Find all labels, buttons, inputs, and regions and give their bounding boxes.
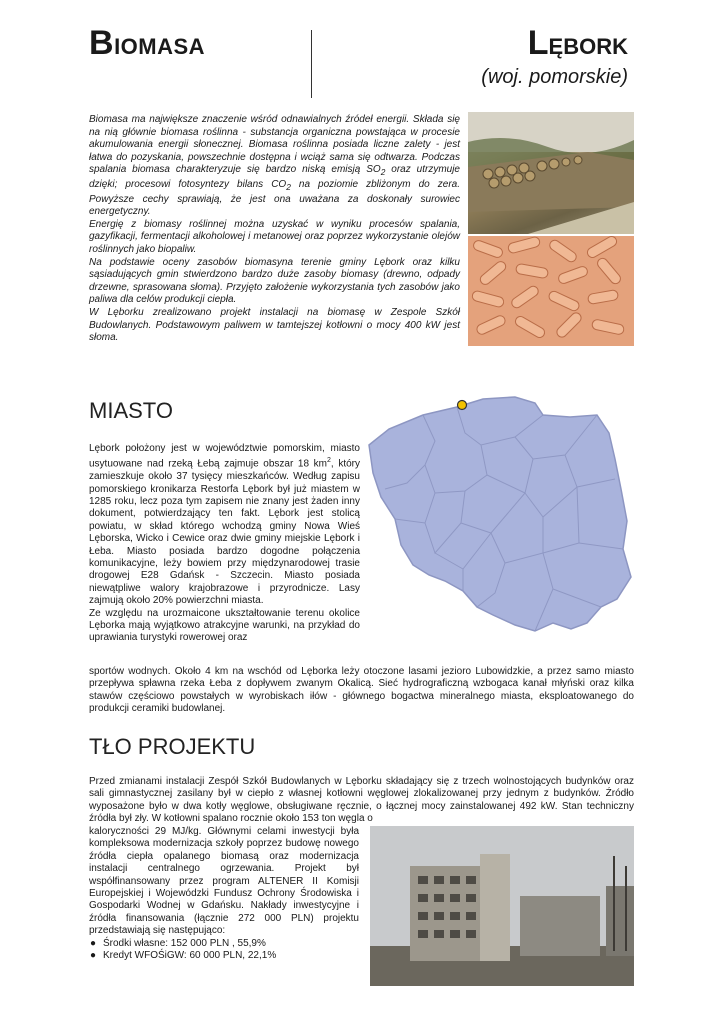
doc-title-left: BIOMASA [89,24,206,62]
intro-paragraph-3: Na podstawie oceny zasobów biomasyna terenie gminy Lębork oraz kilku sąsiadujących gmin stwierdzono bardzo duże zasoby biomasy (drewno, odpady drzewne, sprasowana słoma). Przyjęto założenie wykorzystania tych zasobów jako paliwa dla celów produkcji ciepła. [89,256,460,306]
tlo-paragraph-1: Przed zmianami instalacji Zespół Szkół Budowlanych w Lęborku składający się z trzech wolnostojących budynków oraz sali gimnastycznej zasilany był w ciepło z własnej kotłowni węglowej zlokalizowanej przy jednym z budynków. Źródło wyposażone było w dwa kotły węglowe, obsługiwane ręcznie, o łącznej mocy zainstalowanej 492 kW. Stan techniczny źródła był zły. W kotłowni spalano rocznie około 153 ton węgla o [89,776,634,825]
school-building-photo [370,826,634,986]
intro-paragraph-1: Biomasa ma największe znaczenie wśród odnawialnych źródeł energii. Składa się na nią głównie biomasa roślinna - substancja organiczna powstająca w procesie akumulowania energii słonecznej. Biomasa roślinna posiada liczne zalety - jest łatwa do pozyskania, powszechnie dostępna i wciąż sama się odtwarza. Podczas spalania biomasa charakteryzuje się bardzo niską emisją $SO_2$ oraz utrzymuje dzięki; procesowi fotosyntezy bilans $CO_2$ na poziomie zbliżonym do zera. Powyższe cechy sprawiają, że jest ona uważana za doskonały surowiec energetyczny. [89,114,460,218]
header-divider [311,30,312,98]
miasto-paragraph-2-continued: sportów wodnych. Około 4 km na wschód od Lęborka leży otoczone lasami jezioro Lubowidzkie, a przez samo miasto przepływa spławna rzeka Łeba z dopływem zwanym Okalicą. Sieć hydrograficzną wzbogaca kanał młyński oraz kilka stawów częściowo powstałych w wyrobiskach iłów - głównego bogactwa mineralnego miasta, eksploatowanego do produkcji ceramiki budowlanej. [89,666,634,715]
miasto-paragraph-2: Ze względu na urozmaicone ukształtowanie terenu okolice Lęborka mają wyjątkowo atrakcyjne warunki, na przykład do uprawiania turystyki rowerowej oraz [89,607,360,644]
woodpile-photo [468,112,634,234]
doc-title-right: LĘBORK [527,24,628,62]
doc-subtitle: (woj. pomorskie) [481,66,628,88]
section-heading-miasto: MIASTO [89,398,173,423]
miasto-paragraph-1: Lębork położony jest w województwie pomorskim, miasto usytuowane nad rzeką Łebą zajmuje obszar 18 $km^2$, który zamieszkuje około 37 tysięcy mieszkańców. Według zapisu pomorskiego kronikarza Restorfa Lębork był już miastem w 1285 roku, lecz poza tym zapisem nie znany jest żaden inny dokument, potwierdzający ten fakt. Lębork jest stolicą powiatu, w skład którego wchodzą gminy Nowa Wieś Lęborska, Wicko i Cewice oraz dwie gminy miejskie Lębork i Łeba. Miasto posiada bardzo dogodne połączenia komunikacyjne, leży bowiem przy międzynarodowej trasie drogowej E28 Gdańsk - Szczecin. Miasto posiada niewątpliwe walory krajobrazowe i przyrodnicze. Lasy zajmują około 20% powierzchni miasta. [89,443,360,607]
miasto-text [89,443,360,645]
tlo-paragraph-1-continued: kaloryczności 29 MJ/kg. Głównymi celami inwestycji była kompleksowa modernizacja szkoły poprzez budowę nowego źródła ciepła opalanego biomasą oraz modernizacja instalacji centralnego ogrzewania. Projekt był współfinansowany przez program ALTENER II Komisji Europejskiej i Wojewódzki Fundusz Ochrony Środowiska i Gospodarki Wodnej w Gdańsku. Nakłady inwestycyjne i źródła finansowania (łącznie 272 000 PLN) projektu przedstawiają się następująco: [89,826,359,937]
intro-paragraph-4: W Lęborku zrealizowano projekt instalacji na biomasę w Zespole Szkół Budowlanych. Podstawowym paliwem w tamtejszej kotłowni o mocy 400 kW jest słoma. [89,306,460,344]
tlo-text-narrow [89,826,359,962]
pellets-photo [468,236,634,346]
section-heading-tlo-projektu: TŁO PROJEKTU [89,734,256,759]
list-item: ● Środki własne: 152 000 PLN , 55,9% [90,937,266,949]
intro-paragraph-2: Energię z biomasy roślinnej można uzyskać w wyniku procesów spalania, gazyfikacji, fermentacji alkoholowej i metanowej oraz poprzez wykorzystanie olejów roślinnych jako biopaliw. [89,218,460,255]
list-item: ● Kredyt WFOŚiGW: 60 000 PLN, 22,1% [90,950,277,962]
intro-text [89,114,460,345]
funding-list [89,938,359,963]
poland-map [365,393,637,638]
